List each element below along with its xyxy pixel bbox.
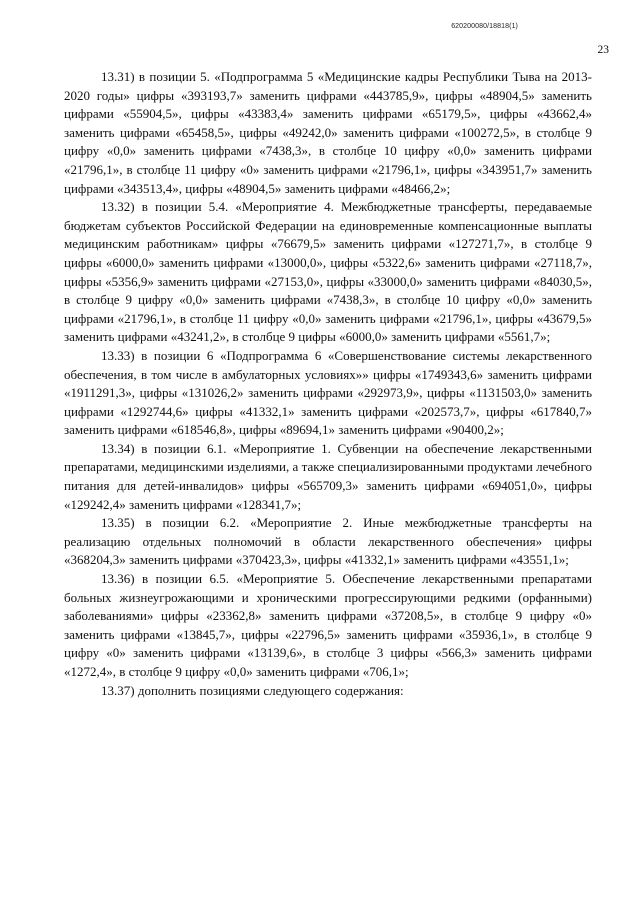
paragraph-13-33: 13.33) в позиции 6 «Подпрограмма 6 «Совершенствование системы лекарственного обеспечения, в том числе в амбулаторных условиях»» цифры «1749343,6» заменить цифрами «1911291,3», цифры «131026,2» заменить цифрами «292973,9», цифры «1131503,0» заменить цифрами «1292744,6» цифры «41332,1» заменить цифрами «202573,7», цифры «617840,7» заменить цифрами «618546,8», цифры «89694,1» заменить цифрами «90400,2»; (64, 347, 592, 438)
paragraph-13-32: 13.32) в позиции 5.4. «Мероприятие 4. Межбюджетные трансферты, передаваемые бюджетам субъектов Российской Федерации на единовременные компенсационные выплаты медицинским работникам» цифры «76679,5» заменить цифрами «127271,7», в столбце 9 цифры «6000,0» заменить цифрами «13000,0», цифры «5322,6» заменить цифрами «27118,7», цифры «5356,9» заменить цифрами «27153,0», цифры «33000,0» заменить цифрами «84030,5», в столбце 9 цифру «0,0» заменить цифрами «7438,3», в столбце 10 цифру «0,0» заменить цифрами «21796,1», в столбце 11 цифру «0,0» заменить цифрами «21796,1», цифры «43679,5» заменить цифрами «43241,2», в столбце 9 цифры «6000,0» заменить цифрами «5561,7»; (64, 199, 592, 345)
paragraph-13-34: 13.34) в позиции 6.1. «Мероприятие 1. Субвенции на обеспечение лекарственными препаратами, медицинскими изделиями, а также специализированными продуктами лечебного питания для детей-инвалидов» цифры «565709,3» заменить цифрами «694051,0», цифры «129242,4» заменить цифрами «128341,7»; (64, 440, 592, 512)
paragraph-13-35: 13.35) в позиции 6.2. «Мероприятие 2. Иные межбюджетные трансферты на реализацию отдельных полномочий в области лекарственного обеспечения» цифры «368204,3» заменить цифрами «370423,3», цифры «41332,1» заменить цифрами «43551,1»; (64, 515, 592, 568)
page-number: 23 (597, 44, 609, 56)
document-id: 620200080/18818(1) (451, 23, 518, 30)
paragraph-13-31: 13.31) в позиции 5. «Подпрограмма 5 «Медицинские кадры Республики Тыва на 2013-2020 годы» цифры «393193,7» заменить цифрами «443785,9», цифры «48904,5» заменить цифрами «55904,5», цифры «43383,4» заменить цифрами «65179,5», цифры «43662,4» заменить цифрами «65458,5», цифры «49242,0» заменить цифрами «100272,5», в столбце 9 цифру «0,0» заменить цифрами «7438,3», в столбце 10 цифру «0,0» заменить цифрами «21796,1», в столбце 11 цифру «0» заменить цифрами «21796,1», цифры «343951,7» заменить цифрами «343513,4», цифры «48904,5» заменить цифрами «48466,2»; (64, 69, 592, 196)
document-body (64, 68, 592, 700)
paragraph-13-36: 13.36) в позиции 6.5. «Мероприятие 5. Обеспечение лекарственными препаратами больных жизнеугрожающими и хроническими прогрессирующими редкими (орфанными) заболеваниями» цифры «23362,8» заменить цифрами «37208,5», в столбце 9 цифру «0» заменить цифрами «13845,7», цифры «22796,5» заменить цифрами «35936,1», в столбце 9 цифру «0» заменить цифрами «13139,6», в столбце 3 цифры «566,3» заменить цифрами «1272,4», в столбце 9 цифру «0,0» заменить цифрами «706,1»; (64, 571, 592, 679)
paragraph-13-37: 13.37) дополнить позициями следующего содержания: (101, 682, 404, 698)
